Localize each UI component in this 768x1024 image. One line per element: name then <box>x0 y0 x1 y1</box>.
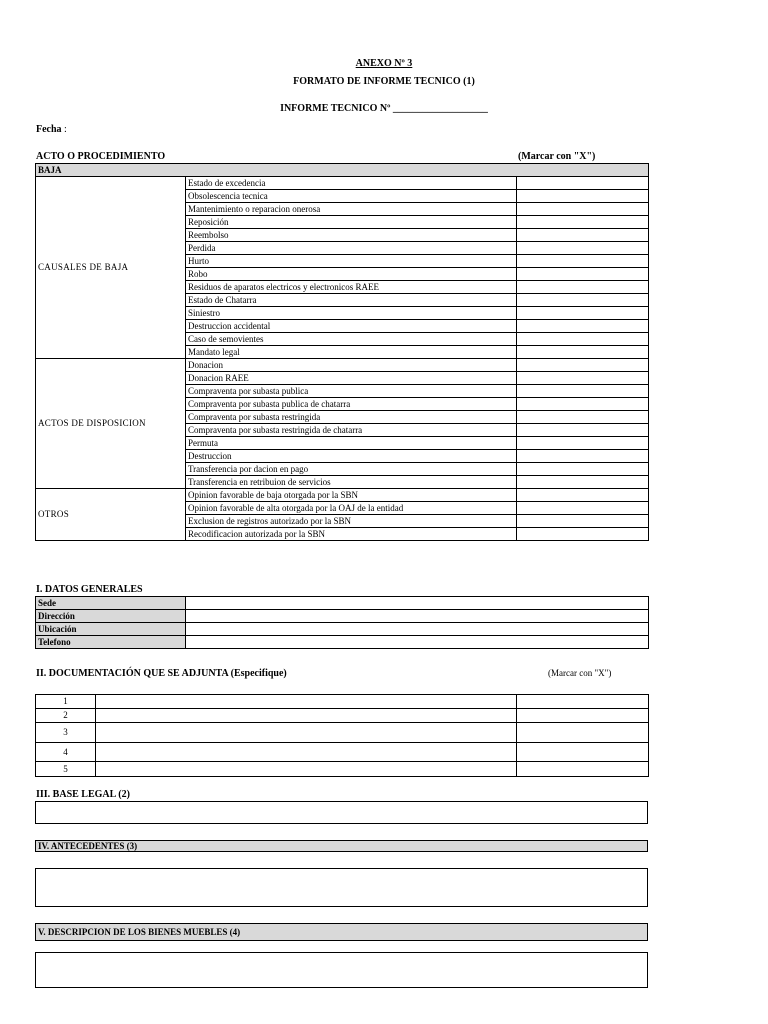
procedure-mark-cell[interactable] <box>517 333 649 346</box>
procedure-category: ACTOS DE DISPOSICION <box>36 359 186 489</box>
background-box[interactable] <box>35 868 648 907</box>
date-line <box>36 124 67 135</box>
procedure-mark-cell[interactable] <box>517 177 649 190</box>
procedure-mark-cell[interactable] <box>517 385 649 398</box>
procedure-mark-cell[interactable] <box>517 294 649 307</box>
procedure-item-label: Mantenimiento o reparacion onerosa <box>186 203 517 216</box>
procedure-item-label: Transferencia por dacion en pago <box>186 463 517 476</box>
procedure-item-label: Siniestro <box>186 307 517 320</box>
procedure-mark-cell[interactable] <box>517 359 649 372</box>
documentation-mark-cell[interactable] <box>517 695 649 709</box>
documentation-mark-hint: (Marcar con "X") <box>548 668 612 678</box>
procedure-mark-cell[interactable] <box>517 242 649 255</box>
procedure-row <box>36 489 649 502</box>
procedure-item-label: Reembolso <box>186 229 517 242</box>
documentation-mark-cell[interactable] <box>517 723 649 743</box>
documentation-row-number: 4 <box>36 743 96 762</box>
procedure-mark-cell[interactable] <box>517 450 649 463</box>
procedure-item-label: Compraventa por subasta publica <box>186 385 517 398</box>
procedure-item-label: Perdida <box>186 242 517 255</box>
procedure-mark-cell[interactable] <box>517 515 649 528</box>
procedure-mark-cell[interactable] <box>517 346 649 359</box>
procedure-mark-cell[interactable] <box>517 190 649 203</box>
procedure-item-label: Residuos de aparatos electricos y electronicos RAEE <box>186 281 517 294</box>
general-field-value[interactable] <box>186 597 649 610</box>
procedure-mark-cell[interactable] <box>517 476 649 489</box>
procedure-mark-cell[interactable] <box>517 528 649 541</box>
procedure-item-label: Transferencia en retribuion de servicios <box>186 476 517 489</box>
legal-box[interactable] <box>35 801 648 824</box>
general-row <box>36 636 649 649</box>
general-field-value[interactable] <box>186 623 649 636</box>
procedure-mark-cell[interactable] <box>517 255 649 268</box>
procedure-item-label: Caso de semovientes <box>186 333 517 346</box>
annex-title: ANEXO Nº 3 <box>355 58 413 69</box>
procedure-item-label: Donacion <box>186 359 517 372</box>
procedure-mark-cell[interactable] <box>517 203 649 216</box>
documentation-row-number: 1 <box>36 695 96 709</box>
description-box[interactable] <box>35 952 648 988</box>
procedure-mark-cell[interactable] <box>517 216 649 229</box>
procedure-category: CAUSALES DE BAJA <box>36 177 186 359</box>
procedure-item-label: Reposición <box>186 216 517 229</box>
general-field-label: Telefono <box>36 636 186 649</box>
documentation-row <box>36 762 649 777</box>
background-title: IV. ANTECEDENTES (3) <box>35 840 648 852</box>
procedure-item-label: Destruccion <box>186 450 517 463</box>
general-row <box>36 610 649 623</box>
procedure-item-label: Estado de excedencia <box>186 177 517 190</box>
procedure-item-label: Compraventa por subasta restringida de chatarra <box>186 424 517 437</box>
procedure-item-label: Obsolescencia tecnica <box>186 190 517 203</box>
baja-row <box>36 164 649 177</box>
documentation-description-cell[interactable] <box>96 709 517 723</box>
procedure-item-label: Exclusion de registros autorizado por la SBN <box>186 515 517 528</box>
procedure-item-label: Compraventa por subasta restringida <box>186 411 517 424</box>
procedure-mark-cell[interactable] <box>517 411 649 424</box>
general-field-value[interactable] <box>186 610 649 623</box>
documentation-description-cell[interactable] <box>96 695 517 709</box>
procedure-item-label: Mandato legal <box>186 346 517 359</box>
procedure-mark-cell[interactable] <box>517 489 649 502</box>
general-field-value[interactable] <box>186 636 649 649</box>
procedure-row <box>36 177 649 190</box>
procedure-item-label: Estado de Chatarra <box>186 294 517 307</box>
legal-title: III. BASE LEGAL (2) <box>36 789 130 800</box>
documentation-title: II. DOCUMENTACIÓN QUE SE ADJUNTA (Especifique) <box>36 668 287 679</box>
procedure-item-label: Destruccion accidental <box>186 320 517 333</box>
procedure-mark-cell[interactable] <box>517 437 649 450</box>
general-field-label: Dirección <box>36 610 186 623</box>
procedure-item-label: Permuta <box>186 437 517 450</box>
documentation-mark-cell[interactable] <box>517 743 649 762</box>
procedure-mark-cell[interactable] <box>517 463 649 476</box>
procedure-item-label: Opinion favorable de baja otorgada por la SBN <box>186 489 517 502</box>
procedure-item-label: Donacion RAEE <box>186 372 517 385</box>
documentation-description-cell[interactable] <box>96 743 517 762</box>
procedure-category: OTROS <box>36 489 186 541</box>
procedure-item-label: Hurto <box>186 255 517 268</box>
procedure-mark-cell[interactable] <box>517 398 649 411</box>
procedure-mark-cell[interactable] <box>517 307 649 320</box>
procedure-mark-cell[interactable] <box>517 229 649 242</box>
general-title: I. DATOS GENERALES <box>36 584 143 595</box>
general-field-label: Ubicación <box>36 623 186 636</box>
procedure-mark-cell[interactable] <box>517 281 649 294</box>
procedure-mark-cell[interactable] <box>517 424 649 437</box>
baja-label: BAJA <box>36 164 649 177</box>
procedure-row <box>36 359 649 372</box>
procedure-item-label: Compraventa por subasta publica de chatarra <box>186 398 517 411</box>
documentation-mark-cell[interactable] <box>517 762 649 777</box>
format-title: FORMATO DE INFORME TECNICO (1) <box>293 76 475 87</box>
report-number: INFORME TECNICO Nº ___________________ <box>280 103 488 114</box>
date-label: Fecha <box>36 124 62 135</box>
documentation-row <box>36 695 649 709</box>
procedure-item-label: Opinion favorable de alta otorgada por la OAJ de la entidad <box>186 502 517 515</box>
documentation-table <box>35 694 649 777</box>
procedure-item-label: Robo <box>186 268 517 281</box>
documentation-row-number: 5 <box>36 762 96 777</box>
procedure-table <box>35 163 649 541</box>
procedure-mark-cell[interactable] <box>517 320 649 333</box>
documentation-mark-cell[interactable] <box>517 709 649 723</box>
procedure-mark-cell[interactable] <box>517 268 649 281</box>
documentation-row-number: 3 <box>36 723 96 743</box>
procedure-mark-cell[interactable] <box>517 502 649 515</box>
general-row <box>36 623 649 636</box>
documentation-row <box>36 723 649 743</box>
description-title: V. DESCRIPCION DE LOS BIENES MUEBLES (4) <box>35 923 648 941</box>
general-field-label: Sede <box>36 597 186 610</box>
documentation-row <box>36 709 649 723</box>
documentation-row-number: 2 <box>36 709 96 723</box>
procedure-mark-hint: (Marcar con "X") <box>518 151 596 162</box>
documentation-description-cell[interactable] <box>96 723 517 743</box>
documentation-description-cell[interactable] <box>96 762 517 777</box>
date-colon: : <box>64 124 67 135</box>
procedure-mark-cell[interactable] <box>517 372 649 385</box>
general-row <box>36 597 649 610</box>
documentation-row <box>36 743 649 762</box>
procedure-item-label: Recodificacion autorizada por la SBN <box>186 528 517 541</box>
general-table <box>35 596 649 649</box>
procedure-title: ACTO O PROCEDIMIENTO <box>36 151 166 162</box>
